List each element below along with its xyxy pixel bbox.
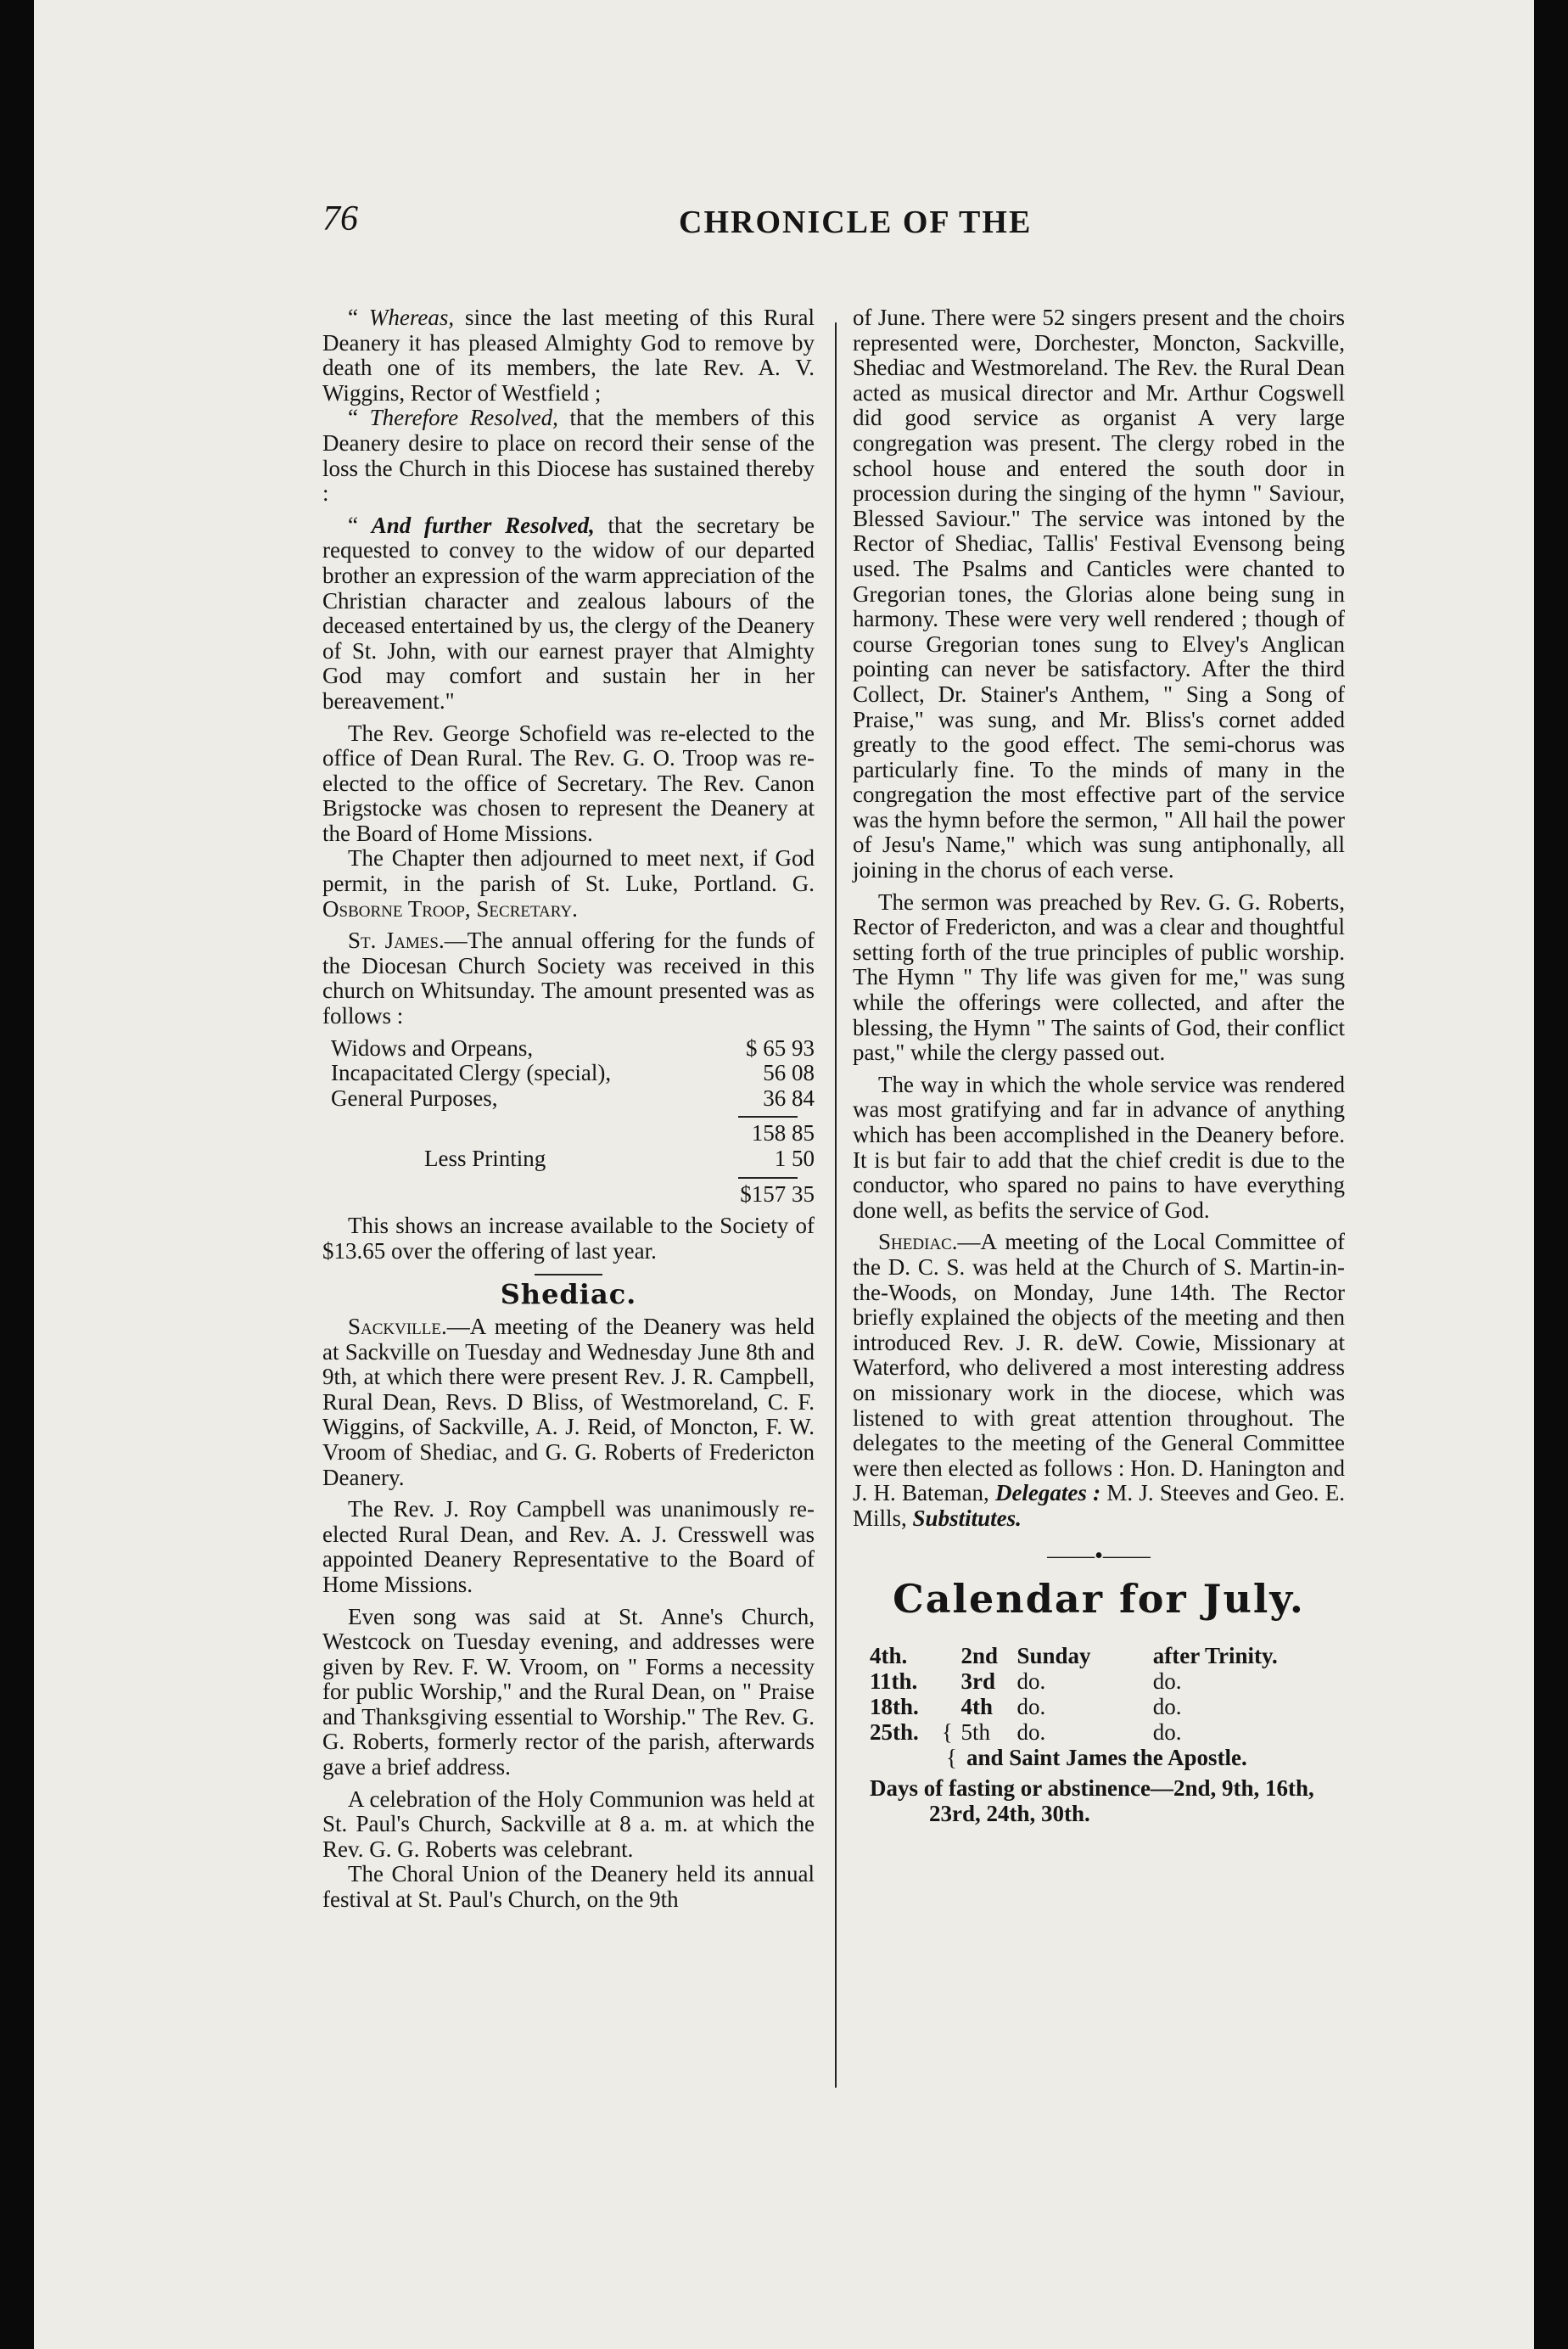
calendar-row: 11th. 3rd do. do.	[870, 1668, 1182, 1694]
paragraph: Even song was said at St. Anne's Church, Westcock on Tuesday evening, and addresses were given by Rev. F. W. Vroom, on " Forms a necessity for public Worship," and the Rural Dean, on " Praise and Thanksgiving essential to Worship." The Rev. G. G. Roberts, formerly rector of the parish, afterwards gave a brief address.	[322, 1603, 815, 1780]
amounts-table	[331, 1036, 815, 1208]
paper	[34, 0, 1534, 2349]
paragraph: The way in which the whole service was rendered was most gratifying and far in advance of anything which has been accomplished in the Deanery before. It is but fair to add that the chief credit is due to the conductor, who spared no pains to have everything done well, as befits the service of God.	[853, 1071, 1345, 1223]
right-column	[853, 306, 1345, 1826]
calendar-row: 25th. { 5th do. do.	[870, 1718, 1182, 1745]
sum-rule	[738, 1177, 798, 1179]
less-row: Less Printing 1 50	[424, 1146, 815, 1171]
paragraph: Shediac.—A meeting of the Local Committee of the D. C. S. was held at the Church of S. Martin-in-the-Woods, on Monday, June 14th. The Rector briefly explained the objects of the meeting and then introduced Rev. J. R. deW. Cowie, Missionary at Waterford, who delivered a most interesting address on missionary work in the diocese, which was listened to with great attention throughout. The delegates to the meeting of the General Committee were then elected as follows : Hon. D. Hanington and J. H. Bateman, Delegates : M. J. Steeves and Geo. E. Mills, Substitutes.	[853, 1229, 1346, 1531]
amount-row: Widows and Orpeans, $ 65 93	[331, 1034, 815, 1061]
running-head: CHRONICLE OF THE	[679, 205, 1033, 240]
page-header	[322, 195, 1366, 263]
paragraph: “ Whereas, since the last meeting of this Rural Deanery it has pleased Almighty God to remove by death one of its members, the late Rev. A. V. Wiggins, Rector of Westfield ;	[322, 305, 815, 406]
section-rule	[535, 1274, 602, 1275]
paragraph: St. James.—The annual offering for the funds of the Diocesan Church Society was received in this church on Whitsunday. The amount presented was as follows :	[322, 928, 815, 1029]
calendar-title: Calendar for July.	[893, 1576, 1305, 1623]
paragraph: The Choral Union of the Deanery held its annual festival at St. Paul's Church, on the 9th	[322, 1861, 815, 1913]
signature: G. Osborne Troop, Secretary.	[322, 871, 815, 922]
paragraph: “ Therefore Resolved, that the members of this Deanery desire to place on record their sense of the loss the Church in this Diocese has sustained thereby :	[322, 405, 815, 507]
total-row: $157 35	[740, 1180, 815, 1207]
calendar-extra: and Saint James the Apostle.	[966, 1744, 1247, 1770]
calendar-row: 18th. 4th do. do.	[870, 1693, 1182, 1719]
paragraph: “ And further Resolved, that the secretary be requested to convey to the widow of our departed brother an expression of the warm appreciation of the Christian character and zealous labours of the deceased entertained by us, the clergy of the Deanery of St. John, with our earnest prayer that Almighty God may comfort and sustain her in her bereavement."	[322, 512, 815, 714]
sum-rule	[738, 1116, 798, 1118]
page	[322, 195, 1366, 2105]
paragraph: The sermon was preached by Rev. G. G. Roberts, Rector of Fredericton, and was a clear and thoughtful setting forth of the true principles of public worship. The Hymn " Thy life was given for me," was sung while the offerings were collected, and after the blessing, the Hymn " The saints of God, their conflict past," while the clergy passed out.	[853, 889, 1345, 1066]
calendar-row: { and Saint James the Apostle.	[946, 1744, 1247, 1770]
paragraph: Sackville.—A meeting of the Deanery was held at Sackville on Tuesday and Wednesday June 8th and 9th, at which there were present Rev. J. R. Campbell, Rural Dean, Revs. D Bliss, of Westmoreland, C. F. Wiggins, of Sackville, A. J. Reid, of Moncton, F. W. Vroom of Shediac, and G. G. Roberts of Fredericton Deanery.	[322, 1313, 815, 1490]
paragraph: A celebration of the Holy Communion was held at St. Paul's Church, Sackville at 8 a. m. at which the Rev. G. G. Roberts was celebrant.	[322, 1786, 815, 1862]
column-divider	[835, 322, 837, 2088]
paragraph: of June. There were 52 singers present and the choirs represented were, Dorchester, Moncton, Sackville, Shediac and Westmoreland. The Rev. the Rural Dean acted as musical director and Mr. Arthur Cogswell did good service as organist A very large congregation was present. The clergy robed in the school house and entered the south door in procession during the singing of the hymn " Saviour, Blessed Saviour." The service was intoned by the Rector of Shediac, Tallis' Festival Evensong being used. The Psalms and Canticles were chanted to Gregorian tones, the Glorias alone being sung in harmony. These were very well rendered ; though of course Gregorian tones sung to Elvey's Anglican pointing can never be satisfactory. After the third Collect, Dr. Stainer's Anthem, " Sing a Song of Praise," was sung, and Mr. Bliss's cornet added greatly to the good effect. The semi-chorus was particularly fine. To the minds of many in the congregation the most effective part of the service was the hymn before the sermon, " All hail the power of Jesu's Name," which was sung antiphonally, all joining in the chorus of each verse.	[853, 305, 1345, 883]
calendar-row: 4th. 2nd Sunday after Trinity.	[870, 1642, 1278, 1668]
paragraph: This shows an increase available to the Society of $13.65 over the offering of last year.	[322, 1213, 815, 1264]
calendar-table	[870, 1643, 1345, 1826]
amount-row: General Purposes, 36 84	[331, 1085, 815, 1111]
fasting-days-cont: 23rd, 24th, 30th.	[929, 1800, 1090, 1826]
subtotal-row: 158 85	[751, 1120, 815, 1146]
amount-row: Incapacitated Clergy (special), 56 08	[331, 1060, 815, 1086]
paragraph: The Rev. George Schofield was re-elected to the office of Dean Rural. The Rev. G. O. Troop was re-elected to the office of Secretary. The Rev. Canon Brigstocke was chosen to represent the Deanery at the Board of Home Missions.	[322, 720, 815, 846]
paragraph: The Rev. J. Roy Campbell was unanimously re-elected Rural Dean, and Rev. A. J. Cresswell was appointed Deanery Representative to the Board of Home Missions.	[322, 1496, 815, 1597]
paragraph: The Chapter then adjourned to meet next, if God permit, in the parish of St. Luke, Portland. G. Osborne Troop, Secretary.	[322, 845, 815, 922]
page-number: 76	[322, 199, 358, 238]
section-title: Shediac.	[500, 1278, 637, 1311]
ornament: ——•——	[1047, 1542, 1151, 1569]
fasting-days: Days of fasting or abstinence—2nd, 9th, 16th,	[870, 1774, 1314, 1801]
left-column	[322, 306, 815, 1913]
